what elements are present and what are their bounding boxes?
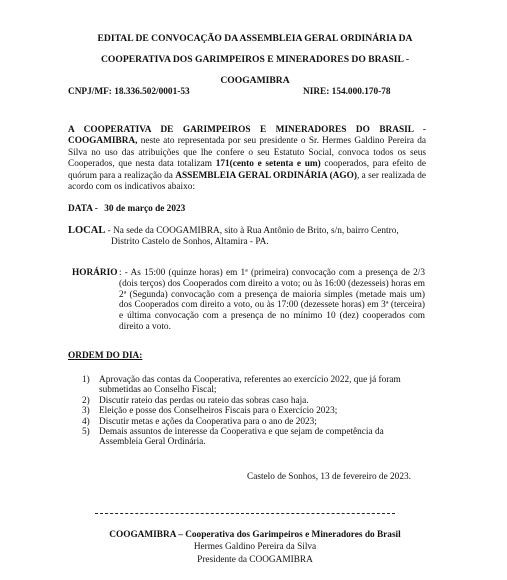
signatory-name: Hermes Galdino Pereira da Silva [193, 542, 317, 553]
date-value: 30 de março de 2023 [104, 204, 186, 214]
assembly-type: ASSEMBLEIA GERAL ORDINÁRIA (AGO) [175, 170, 357, 181]
intro-text-2: cooperados, para efeito de quórum para a realização da [68, 159, 426, 181]
intro-paragraph [68, 125, 426, 193]
agenda-list [82, 375, 427, 448]
nire-number: NIRE: 154.000.170-78 [303, 87, 391, 97]
agenda-item: 1) Aprovação das contas da Cooperativa, referentes ao exercício 2022, que já foram submetidas ao Conselho Fiscal; [82, 375, 401, 396]
cnpj-number: CNPJ/MF: 18.336.502/0001-53 [68, 87, 190, 97]
signature-block [60, 529, 450, 566]
document-title [60, 28, 450, 91]
location-line-2: Distrito Castelo de Sonhos, Altamira - PA. [111, 237, 269, 248]
signatory-role: Presidente da COOGAMIBRA [197, 554, 313, 565]
date-label: DATA - [68, 204, 98, 214]
location-line-1: - Na sede da COOGAMIBRA, sito à Rua Antônio de Brito, s/n, bairro Centro, [105, 226, 399, 236]
location-label: LOCAL [68, 225, 106, 236]
agenda-item: 2) Discutir rateio das perdas ou rateio das sobras caso haja. [82, 395, 309, 406]
agenda-item: 4) Discutir metas e ações da Cooperativa para o ano de 2023; [82, 416, 317, 427]
meeting-location [68, 225, 428, 249]
intro-text-1: neste ato representada por seu presidente o Sr. Hermes Galdino Pereira da Silva no uso das atribuições que lhe confere o seu Estatuto Social, convoca todos os seus Cooperados, que nesta data totalizam [68, 136, 426, 170]
member-count: 171(cento e setenta e um) [215, 159, 321, 170]
meeting-date [68, 204, 185, 215]
agenda-item: 3) Eleição e posse dos Conselheiros Fiscais para o Exercício 2023; [82, 406, 338, 417]
title-line-3: COOGAMIBRA [220, 75, 290, 86]
registration-ids [68, 87, 420, 98]
schedule-label: HORÁRIO [72, 268, 118, 278]
title-line-1: EDITAL DE CONVOCAÇÃO DA ASSEMBLEIA GERAL ORDINÁRIA DA [97, 33, 413, 44]
schedule-text: : - As 15:00 (quinze horas) em 1ª (primeira) convocação com a presença de 2/3 (dois terços) dos Cooperados com direito a voto; ou às 16:00 (dezesseis) horas em 2ª (Segunda) convocação com a presença de maioria simples (metade mais um) dos Cooperados com direito a voto, ou às 17:00 (dezessete horas) em 3ª (terceira) e última convocação com a presença de no mínimo 10 (dez) cooperados com direito a voto. [119, 268, 425, 332]
signature-org: COOGAMIBRA – Cooperativa dos Garimpeiros e Mineradores do Brasil [109, 530, 401, 540]
signature-line [95, 513, 395, 514]
title-line-2: COOPERATIVA DOS GARIMPEIROS E MINERADORES DO BRASIL - [100, 54, 410, 65]
agenda-title: ORDEM DO DIA: [68, 351, 143, 361]
cooperative-name: A COOPERATIVA DE GARIMPEIROS E MINERADORES DO BRASIL - COOGAMIBRA, [68, 125, 426, 147]
intro-text-3: , a ser realizada de acordo com os indicativos abaixo: [68, 170, 427, 193]
agenda-item: 5) Demais assuntos de interesse da Cooperativa e que sejam de competência da Assembleia Geral Ordinária. [82, 427, 384, 448]
place-and-date: Castelo de Sonhos, 13 de fevereiro de 2023. [247, 472, 411, 482]
